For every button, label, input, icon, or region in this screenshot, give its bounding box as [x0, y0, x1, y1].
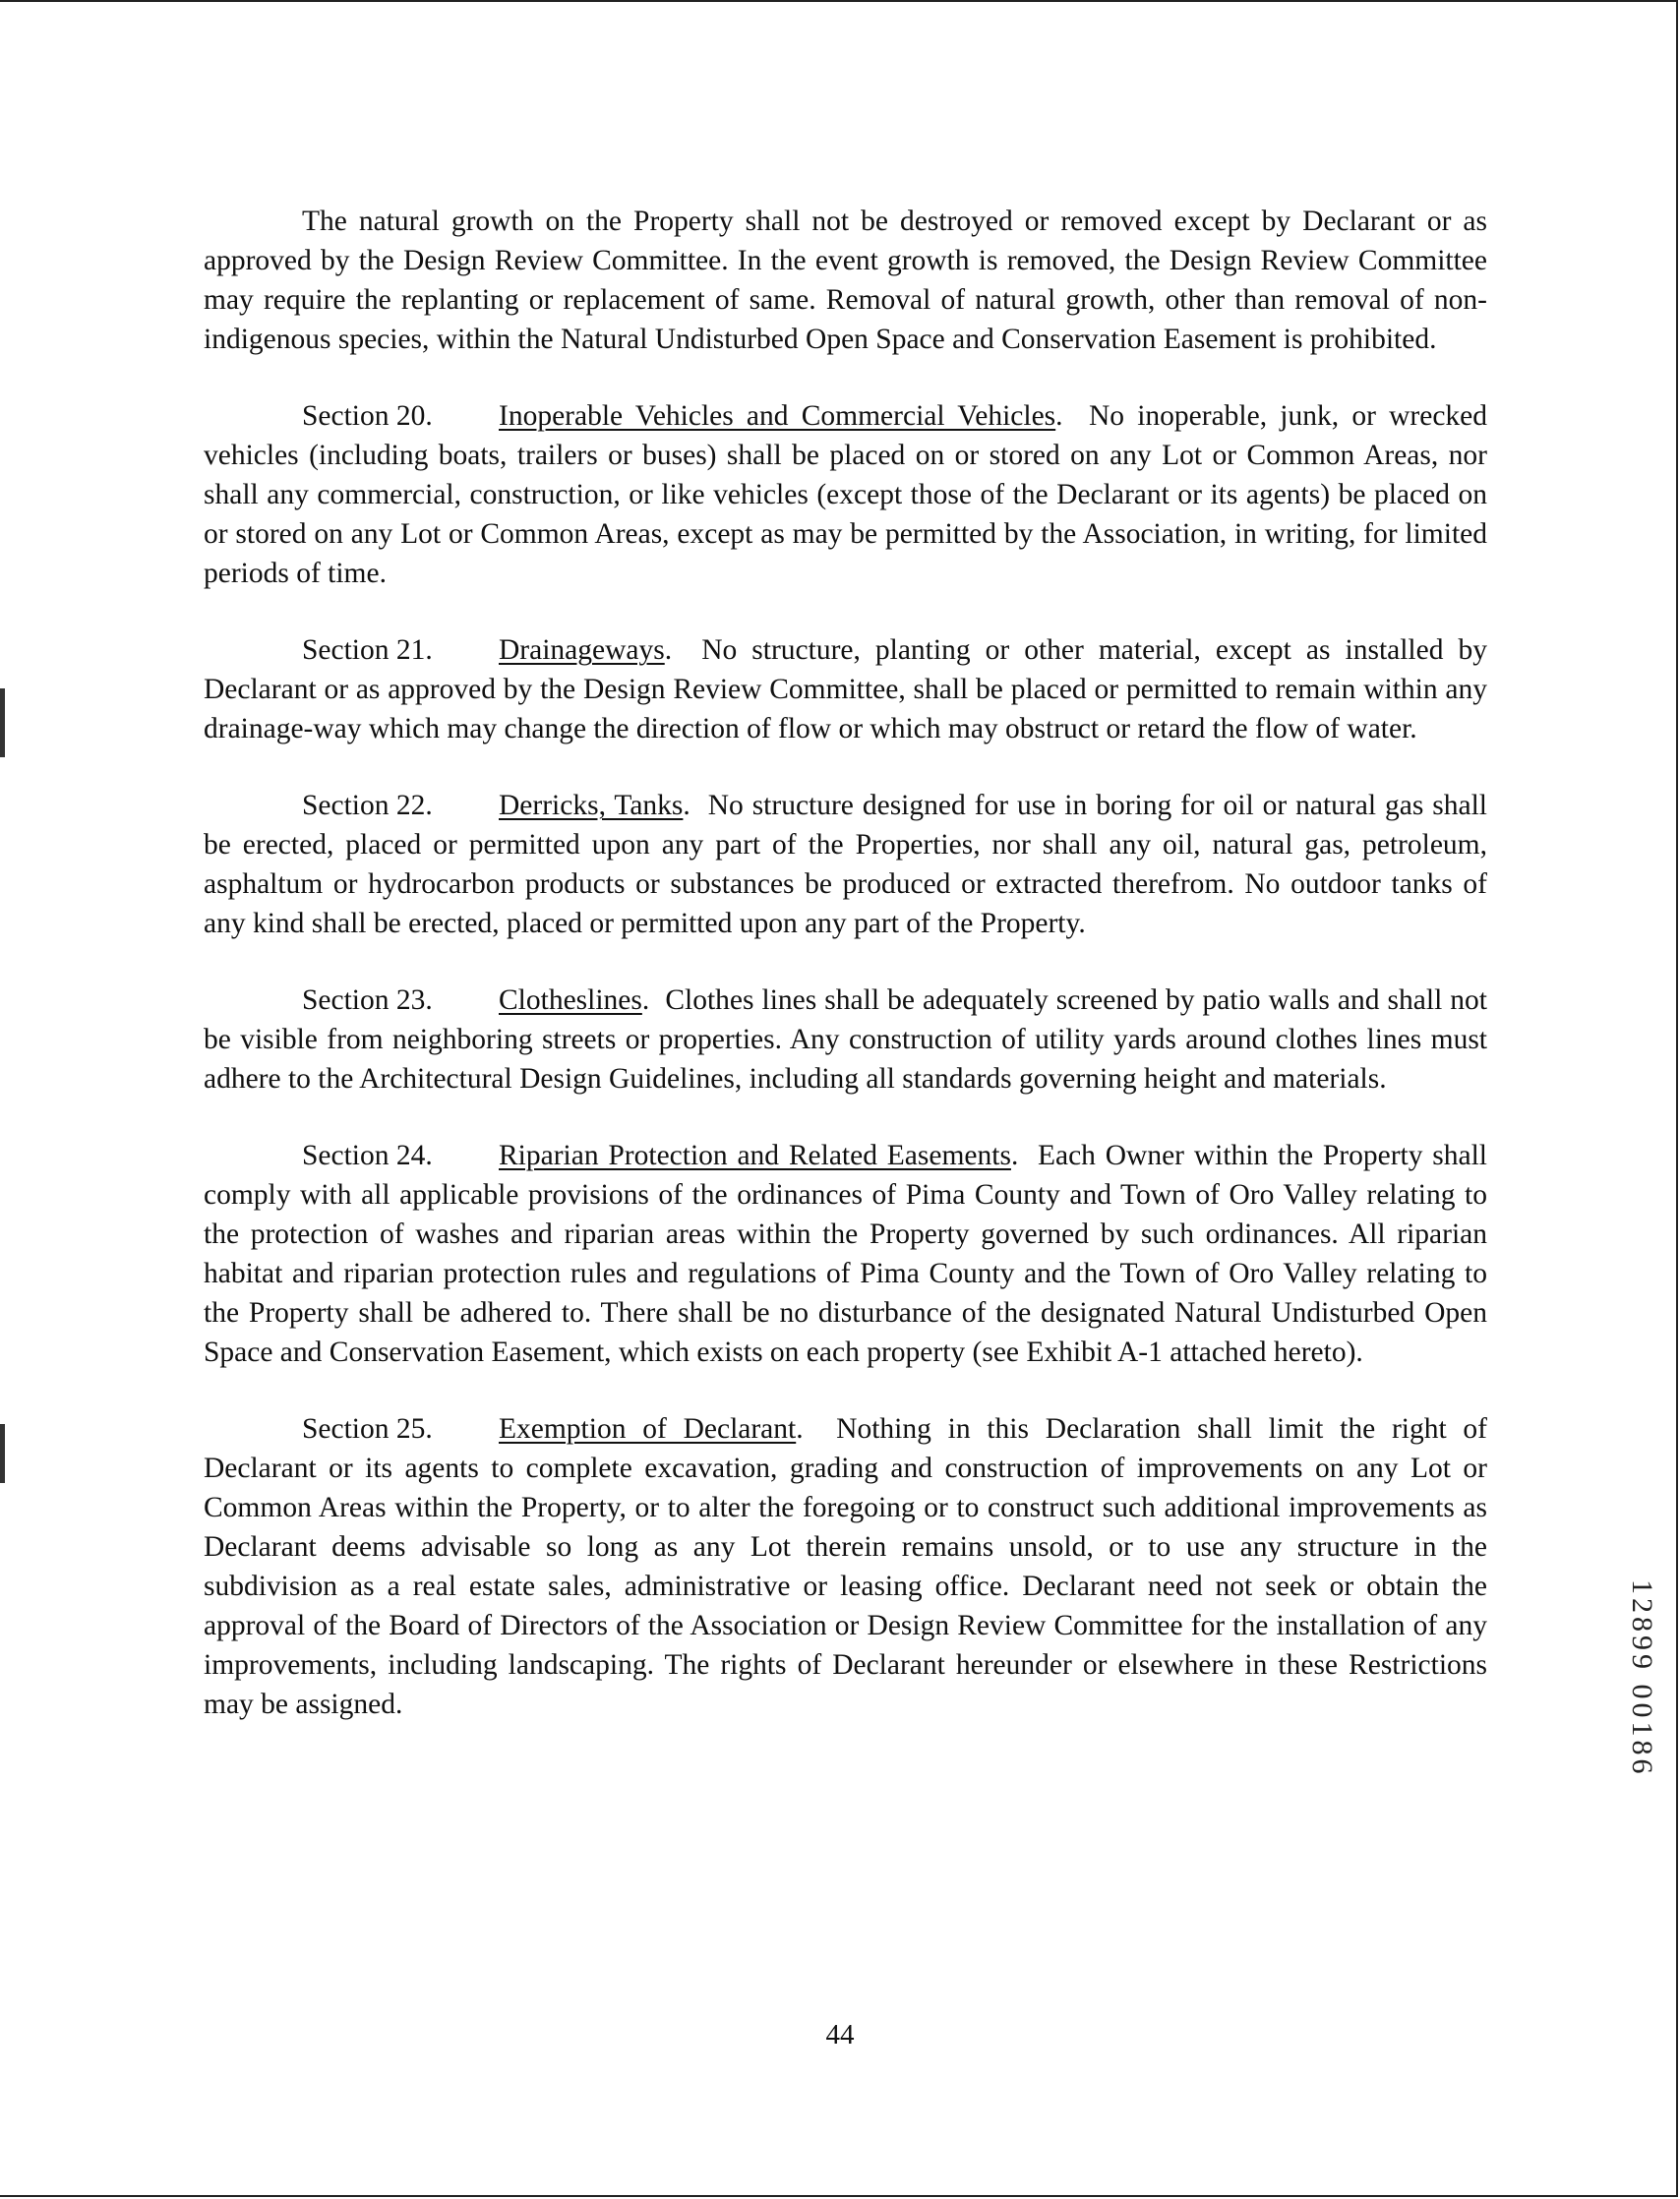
scan-edge-mark: [0, 688, 5, 757]
section-body: Clothes lines shall be adequately screened by patio walls and shall not be visible from neighboring streets or properties. Any construction of utility yards around clothes lines must adhere to the Architectural Design Guidelines, including all standards governing height and materials.: [204, 984, 1488, 1095]
section-24-paragraph: Section 24. Riparian Protection and Related Easements. Each Owner within the Property shall comply with all applicable provisions of the ordinances of Pima County and Town of Oro Valley relating to the protection of washes and riparian areas within the Property governed by such ordinances. All riparian habitat and riparian protection rules and regulations of Pima County and the Town of Oro Valley relating to the Property shall be adhered to. There shall be no disturbance of the designated Natural Undisturbed Open Space and Conservation Easement, which exists on each property (see Exhibit A-1 attached hereto).: [204, 1136, 1487, 1372]
section-heading: Drainageways: [499, 634, 665, 666]
section-heading: Exemption of Declarant: [499, 1413, 797, 1445]
section-body: Each Owner within the Property shall comply with all applicable provisions of the ordinances of Pima County and Town of Oro Valley relating to the protection of washes and riparian areas within the Property governed by such ordinances. All riparian habitat and riparian protection rules and regulations of Pima County and the Town of Oro Valley relating to the Property shall be adhered to. There shall be no disturbance of the designated Natural Undisturbed Open Space and Conservation Easement, which exists on each property (see Exhibit A-1 attached hereto).: [204, 1140, 1487, 1368]
document-body: [204, 202, 1487, 1761]
section-number: Section 20.: [302, 400, 433, 432]
section-heading: Derricks, Tanks: [499, 790, 684, 821]
page-number: 44: [825, 2019, 855, 2050]
section-heading: Clotheslines: [499, 984, 642, 1016]
section-heading: Riparian Protection and Related Easements: [499, 1140, 1011, 1171]
recording-stamp: 12899 00186: [1626, 1579, 1658, 1778]
section-body: Nothing in this Declaration shall limit the right of Declarant or its agents to complete excavation, grading and construction of improvements on any Lot or Common Areas within the Property, or to alter the foregoing or to construct such additional improvements as Declarant deems advisable so long as any Lot therein remains unsold, or to use any structure in the subdivision as a real estate sales, administrative or leasing office. Declarant need not seek or obtain the approval of the Board of Directors of the Association or Design Review Committee for the installation of any improvements, including landscaping. The rights of Declarant hereunder or elsewhere in these Restrictions may be assigned.: [204, 1413, 1488, 1720]
section-body: No inoperable, junk, or wrecked vehicles (including boats, trailers or buses) shall be placed on or stored on any Lot or Common Areas, nor shall any commercial, construction, or like vehicles (except those of the Declarant or its agents) be placed on or stored on any Lot or Common Areas, except as may be permitted by the Association, in writing, for limited periods of time.: [204, 400, 1488, 589]
section-body: No structure designed for use in boring for oil or natural gas shall be erected, placed or permitted upon any part of the Properties, nor shall any oil, natural gas, petroleum, asphaltum or hydrocarbon products or substances be produced or extracted therefrom. No outdoor tanks of any kind shall be erected, placed or permitted upon any part of the Property.: [204, 790, 1487, 939]
section-25-paragraph: Section 25. Exemption of Declarant. Nothing in this Declaration shall limit the right of Declarant or its agents to complete excavation, grading and construction of improvements on any Lot or Common Areas within the Property, or to alter the foregoing or to construct such additional improvements as Declarant deems advisable so long as any Lot therein remains unsold, or to use any structure in the subdivision as a real estate sales, administrative or leasing office. Declarant need not seek or obtain the approval of the Board of Directors of the Association or Design Review Committee for the installation of any improvements, including landscaping. The rights of Declarant hereunder or elsewhere in these Restrictions may be assigned.: [204, 1409, 1487, 1724]
section-number: Section 24.: [302, 1140, 433, 1171]
section-20-paragraph: Section 20. Inoperable Vehicles and Commercial Vehicles. No inoperable, junk, or wrecked vehicles (including boats, trailers or buses) shall be placed on or stored on any Lot or Common Areas, nor shall any commercial, construction, or like vehicles (except those of the Declarant or its agents) be placed on or stored on any Lot or Common Areas, except as may be permitted by the Association, in writing, for limited periods of time.: [204, 396, 1487, 593]
section-number: Section 23.: [302, 984, 433, 1016]
scan-edge-mark: [0, 1424, 5, 1483]
section-body: No structure, planting or other material, except as installed by Declarant or as approved by the Design Review Committee, shall be placed or permitted to remain within any drainage-way which may change the direction of flow or which may obstruct or retard the flow of water.: [204, 634, 1488, 744]
section-23-paragraph: Section 23. Clotheslines. Clothes lines shall be adequately screened by patio walls and shall not be visible from neighboring streets or properties. Any construction of utility yards around clothes lines must adhere to the Architectural Design Guidelines, including all standards governing height and materials.: [204, 981, 1487, 1099]
section-22-paragraph: Section 22. Derricks, Tanks. No structure designed for use in boring for oil or natural gas shall be erected, placed or permitted upon any part of the Properties, nor shall any oil, natural gas, petroleum, asphaltum or hydrocarbon products or substances be produced or extracted therefrom. No outdoor tanks of any kind shall be erected, placed or permitted upon any part of the Property.: [204, 786, 1487, 943]
intro-paragraph: [204, 202, 1487, 359]
section-number: Section 21.: [302, 634, 433, 666]
section-heading: Inoperable Vehicles and Commercial Vehicles: [499, 400, 1056, 432]
section-number: Section 22.: [302, 790, 433, 821]
section-21-paragraph: Section 21. Drainageways. No structure, planting or other material, except as installed by Declarant or as approved by the Design Review Committee, shall be placed or permitted to remain within any drainage-way which may change the direction of flow or which may obstruct or retard the flow of water.: [204, 630, 1487, 748]
intro-text: The natural growth on the Property shall not be destroyed or removed except by Declarant or as approved by the Design Review Committee. In the event growth is removed, the Design Review Committee may require the replanting or replacement of same. Removal of natural growth, other than removal of non-indigenous species, within the Natural Undisturbed Open Space and Conservation Easement is prohibited.: [204, 206, 1487, 355]
section-number: Section 25.: [302, 1413, 433, 1445]
